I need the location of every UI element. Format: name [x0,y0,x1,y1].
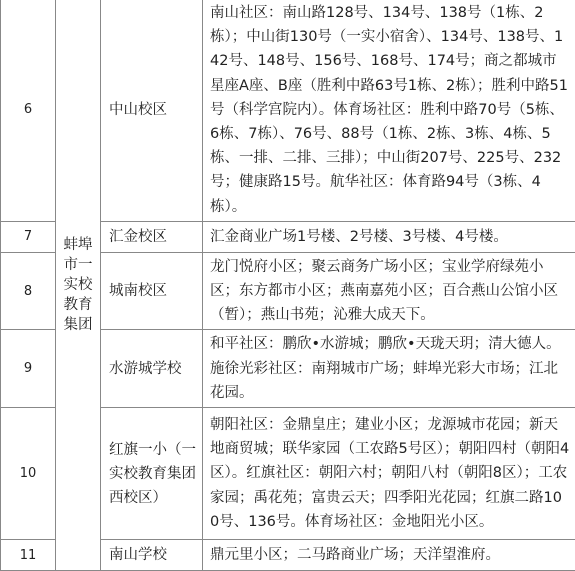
row-number: 9 [1,330,56,408]
campus-name: 南山学校 [101,540,203,571]
row-number: 8 [1,252,56,330]
campus-name: 红旗一小（一实校教育集团西校区） [101,408,203,540]
catchment-area: 鼎元里小区；二马路商业广场；天洋望淮府。 [203,540,575,571]
row-number: 6 [1,0,56,221]
row-number: 11 [1,540,56,571]
group-name: 蚌埠市一实校教育集团 [63,235,93,335]
catchment-area: 汇金商业广场1号楼、2号楼、3号楼、4号楼。 [203,221,575,252]
table-row [1,0,575,221]
row-number: 10 [1,408,56,540]
campus-name: 中山校区 [101,0,203,221]
catchment-area: 和平社区：鹏欣•水游城；鹏欣•天珑天玥；清大德人。施徐光彩社区：南翔城市广场；蚌埠光彩大市场；江北花园。 [203,330,575,408]
campus-name: 水游城学校 [101,330,203,408]
group-cell [56,0,101,571]
catchment-area: 龙门悦府小区；聚云商务广场小区；宝业学府绿苑小区；东方都市小区；燕南嘉苑小区；百合燕山公馆小区（暂）；燕山书苑；沁雅大成天下。 [203,252,575,330]
campus-name: 汇金校区 [101,221,203,252]
catchment-area: 南山社区：南山路128号、134号、138号（1栋、2栋）；中山街130号（一实小宿舍）、134号、138号、142号、148号、156号、168号、174号；商之都城市星座A座、B座（胜利中路63号1栋、2栋）；胜利中路51号（科学宫院内）。体育场社区：胜利中路70号（5栋、6栋、7栋）、76号、88号（1栋、2栋、3栋、4栋、5栋、一排、二排、三排）；中山街207号、225号、232号；健康路15号。航华社区：体育路94号（3栋、4栋）。 [203,0,575,221]
row-number: 7 [1,221,56,252]
campus-name: 城南校区 [101,252,203,330]
catchment-area: 朝阳社区：金鼎皇庄；建业小区；龙源城市花园；新天地商贸城；联华家园（工农路5号区）；朝阳四村（朝阳4区）。红旗社区：朝阳六村；朝阳八村（朝阳8区）；工农家园；禹花苑；富贵云天；四季阳光花园；红旗二路100号、136号。体育场社区：金地阳光小区。 [203,408,575,540]
